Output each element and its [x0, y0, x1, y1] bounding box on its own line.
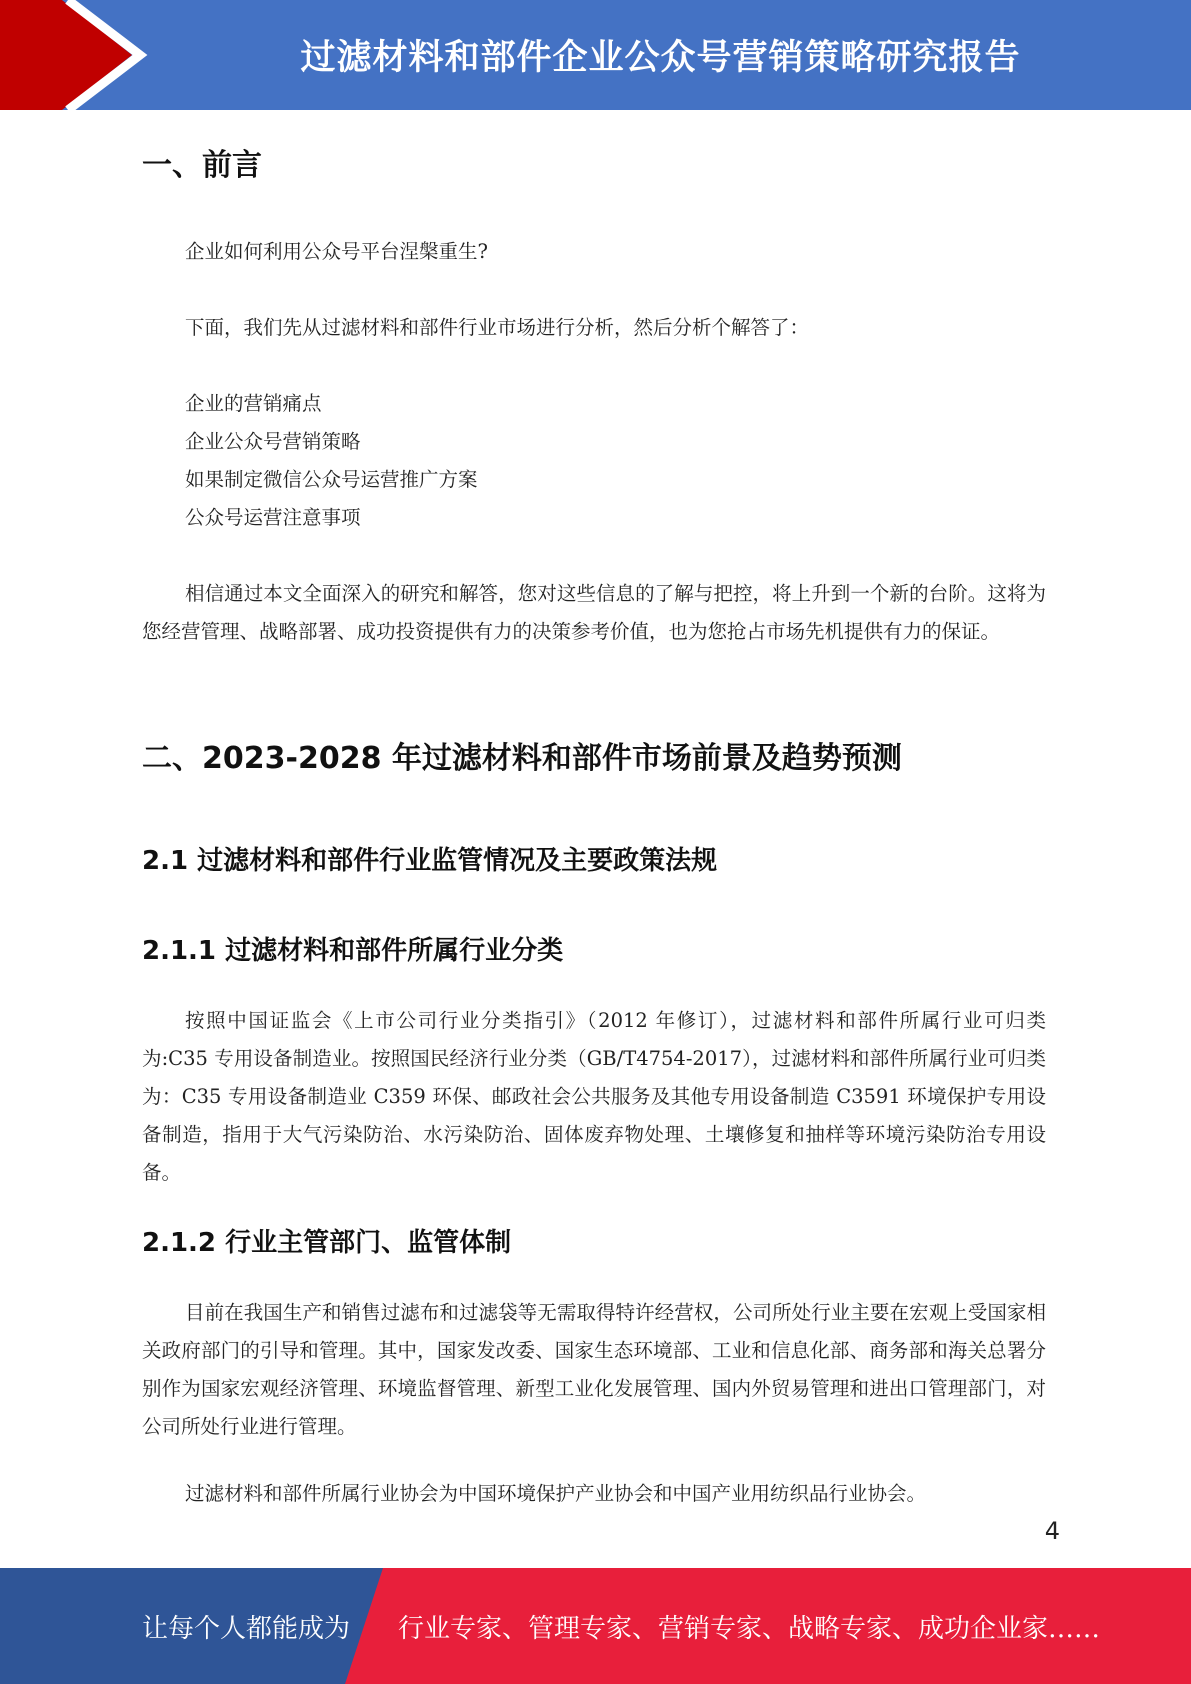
section-heading-preface: 一、前言 — [142, 148, 262, 183]
preface-conclusion: 相信通过本文全面深入的研究和解答，您对这些信息的了解与把控，将上升到一个新的台阶。这将为您经营管理、战略部署、成功投资提供有力的决策参考价值，也为您抢占市场先机提供有力的保证。 — [142, 582, 1046, 643]
subsection-heading-2-1-1: 2.1.1 过滤材料和部件所属行业分类 — [142, 936, 564, 966]
header-chevron-decoration — [0, 0, 150, 110]
industry-association-paragraph: 过滤材料和部件所属行业协会为中国环境保护产业协会和中国产业用纺织品行业协会。 — [185, 1482, 927, 1505]
header-banner — [0, 0, 1191, 110]
preface-question: 企业如何利用公众号平台涅槃重生? — [185, 240, 488, 263]
footer-slogan-right: 行业专家、管理专家、营销专家、战略专家、成功企业家…… — [398, 1613, 1101, 1644]
industry-classification-paragraph: 按照中国证监会《上市公司行业分类指引》（2012 年修订），过滤材料和部件所属行业可归类为:C35 专用设备制造业。按照国民经济行业分类（GB/T4754-2017），过滤材料和部件所属行业可归类为：C35 专用设备制造业 C359 环保、邮政社会公共服务及其他专用设备制造 C3591 环境保护专用设备制造，指用于大气污染防治、水污染防治、固体废弃物处理、土壤修复和抽样等环境污染防治专用设备。 — [142, 1009, 1046, 1184]
footer-banner — [0, 1568, 1191, 1684]
list-item: 如果制定微信公众号运营推广方案 — [185, 468, 478, 491]
list-item: 公众号运营注意事项 — [185, 506, 361, 529]
footer-slogan-left: 让每个人都能成为 — [142, 1613, 351, 1644]
preface-intro: 下面，我们先从过滤材料和部件行业市场进行分析，然后分析个解答了： — [185, 316, 810, 339]
section-heading-market-outlook: 二、2023-2028 年过滤材料和部件市场前景及趋势预测 — [142, 741, 902, 776]
regulatory-system-paragraph: 目前在我国生产和销售过滤布和过滤袋等无需取得特许经营权，公司所处行业主要在宏观上受国家相关政府部门的引导和管理。其中，国家发改委、国家生态环境部、工业和信息化部、商务部和海关总署分别作为国家宏观经济管理、环境监督管理、新型工业化发展管理、国内外贸易管理和进出口管理部门，对公司所处行业进行管理。 — [142, 1301, 1046, 1438]
list-item: 企业公众号营销策略 — [185, 430, 361, 453]
report-title: 过滤材料和部件企业公众号营销策略研究报告 — [300, 38, 1021, 78]
preface-topic-list — [185, 385, 478, 537]
subsection-heading-2-1-2: 2.1.2 行业主管部门、监管体制 — [142, 1228, 512, 1258]
list-item: 企业的营销痛点 — [185, 392, 322, 415]
subsection-heading-2-1: 2.1 过滤材料和部件行业监管情况及主要政策法规 — [142, 846, 718, 876]
page-number: 4 — [1044, 1517, 1060, 1545]
